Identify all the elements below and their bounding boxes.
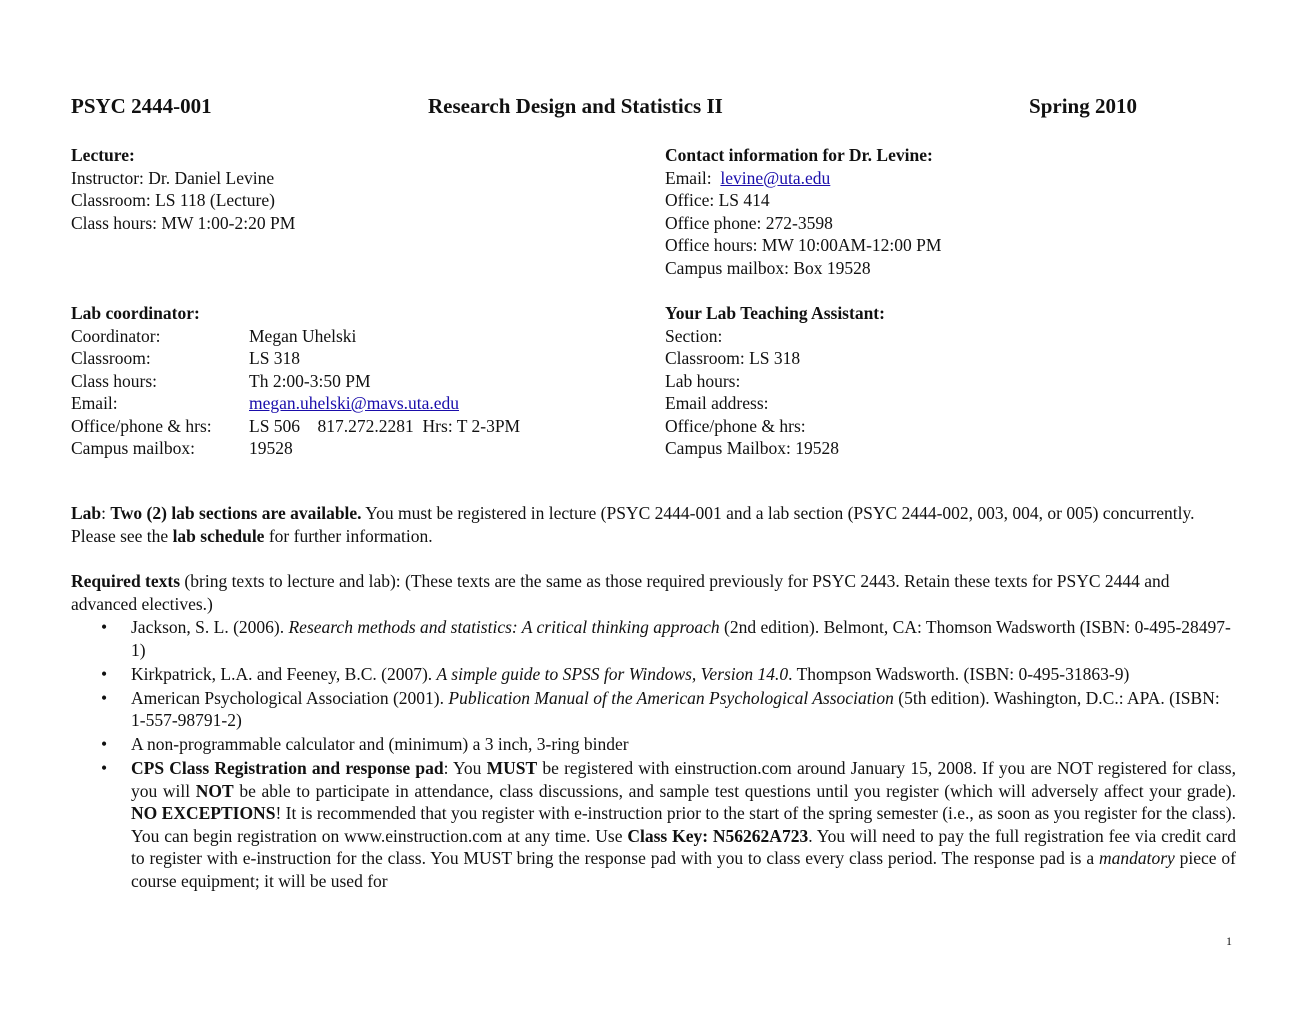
- bullet-marker: •: [101, 734, 108, 754]
- lecture-block: [71, 144, 295, 234]
- coordinator-email-link[interactable]: megan.uhelski@mavs.uta.edu: [249, 393, 460, 413]
- citation-text: American Psychological Association (2001).: [131, 687, 449, 708]
- item-bold: NO EXCEPTIONS: [131, 803, 276, 823]
- lab-ta-mailbox: Campus Mailbox: 19528: [665, 438, 840, 458]
- lecture-hours: Class hours: MW 1:00-2:20 PM: [71, 212, 296, 233]
- required-texts-list: [71, 616, 1236, 894]
- lab-text: You must be registered in lecture (PSYC 2444-001 and a lab section (PSYC 2444-002, 003, 004, or 005) concurrently. Please see the: [71, 503, 1195, 546]
- contact-phone: Office phone: 272-3598: [665, 212, 833, 233]
- bullet-marker: •: [101, 617, 108, 637]
- citation-text: Jackson, S. L. (2006).: [131, 617, 289, 637]
- required-texts-paragraph: [71, 570, 1236, 615]
- item-text: ! It is recommended that you register with e-instruction prior to the start of the spring semester (i.e., as soon as you register for the class). You can begin registration on www.einstruction.com at any time. Use: [131, 803, 1236, 846]
- coordinator-row: [71, 325, 520, 348]
- coordinator-row: [71, 347, 520, 370]
- item-text: be registered with einstruction.com around January 15, 2008. If you are NOT registered for class, you will: [131, 758, 1236, 801]
- citation-title: Research methods and statistics: A critical thinking approach: [288, 617, 720, 637]
- contact-block: [665, 144, 941, 279]
- class-key-bold: Class Key: N56262A723: [627, 825, 809, 846]
- row-key: Classroom:: [71, 348, 151, 368]
- page-number: 1: [1226, 934, 1232, 948]
- row-key: Campus mailbox:: [71, 438, 195, 458]
- item-text: piece of course equipment; it will be used for: [131, 848, 1236, 891]
- bullet-marker: •: [101, 758, 108, 778]
- required-texts-label: Required texts: [71, 571, 181, 591]
- row-key: Email:: [71, 393, 118, 413]
- citation-text: . Thompson Wadsworth. (ISBN: 0-495-31863-9): [788, 663, 1130, 684]
- lab-sections-bold: Two (2) lab sections are available.: [110, 503, 362, 523]
- lab-ta-hours: Lab hours:: [665, 370, 741, 391]
- course-title: Research Design and Statistics II: [428, 94, 723, 118]
- item-text: : You: [443, 758, 487, 778]
- row-value: LS 506 817.272.2281 Hrs: T 2-3PM: [249, 415, 521, 436]
- contact-heading: Contact information for Dr. Levine:: [665, 145, 933, 165]
- list-item: [71, 757, 1236, 892]
- contact-email-label: Email:: [665, 167, 712, 188]
- coordinator-row: [71, 370, 520, 393]
- row-key: Class hours:: [71, 370, 158, 391]
- coordinator-row: [71, 437, 520, 460]
- required-texts-text: (bring texts to lecture and lab): (These texts are the same as those required previously for PSYC 2443. Retain these texts for PSYC 2444 and advanced electives.): [71, 571, 1170, 614]
- lab-colon: :: [101, 503, 111, 523]
- list-item: [71, 687, 1236, 732]
- coordinator-row: [71, 392, 520, 415]
- list-item: [71, 616, 1236, 661]
- contact-email-link[interactable]: levine@uta.edu: [720, 167, 831, 188]
- contact-hours: Office hours: MW 10:00AM-12:00 PM: [665, 235, 942, 255]
- lab-paragraph: [71, 502, 1236, 547]
- lecture-classroom: Classroom: LS 118 (Lecture): [71, 190, 275, 210]
- lab-ta-office: Office/phone & hrs:: [665, 415, 806, 436]
- lab-schedule-bold: lab schedule: [172, 525, 265, 546]
- row-key: Coordinator:: [71, 325, 161, 346]
- coordinator-row: [71, 415, 520, 438]
- list-item: [71, 733, 1236, 756]
- list-item: [71, 663, 1236, 686]
- contact-mailbox: Campus mailbox: Box 19528: [665, 257, 871, 278]
- row-key: Office/phone & hrs:: [71, 415, 212, 436]
- item-bold: CPS Class Registration and response pad: [131, 758, 444, 778]
- contact-email-line: [665, 167, 941, 190]
- course-term: Spring 2010: [1029, 94, 1137, 118]
- item-text: . You will need to pay the full registration fee via credit card to register with e-instruction for the class. You MUST bring the response pad with you to class every class period. The response pad is a: [131, 825, 1236, 868]
- item-bold: NOT: [195, 780, 234, 801]
- course-code: PSYC 2444-001: [71, 94, 212, 118]
- lab-coordinator-heading: Lab coordinator:: [71, 303, 200, 323]
- row-value: 19528: [249, 438, 293, 458]
- citation-text: (5th edition). Washington, D.C.: APA. (ISBN: 1-557-98791-2): [131, 687, 1220, 730]
- item-text: A non-programmable calculator and (minimum) a 3 inch, 3-ring binder: [131, 734, 629, 754]
- item-italic: mandatory: [1098, 848, 1175, 868]
- lab-ta-email: Email address:: [665, 393, 769, 413]
- title-row: [71, 94, 1137, 124]
- lab-ta-section: Section:: [665, 325, 723, 346]
- lab-ta-classroom: Classroom: LS 318: [665, 348, 801, 368]
- citation-title: Publication Manual of the American Psychological Association: [448, 687, 894, 708]
- citation-title: A simple guide to SPSS for Windows, Version 14.0: [436, 663, 789, 684]
- lab-ta-heading: Your Lab Teaching Assistant:: [665, 303, 885, 323]
- lab-text-end: for further information.: [264, 525, 433, 546]
- row-value: Megan Uhelski: [249, 325, 357, 346]
- row-value: LS 318: [249, 348, 301, 368]
- lecture-heading: Lecture:: [71, 145, 135, 165]
- item-text: be able to participate in attendance, class discussions, and sample test questions until you register (which will adversely affect your grade).: [233, 780, 1236, 801]
- contact-office: Office: LS 414: [665, 190, 770, 210]
- lab-coordinator-block: [71, 302, 520, 460]
- lab-ta-block: [665, 302, 885, 460]
- citation-text: (2nd edition). Belmont, CA: Thomson Wadsworth (ISBN: 0-495-28497-1): [131, 617, 1231, 660]
- bullet-marker: •: [101, 663, 108, 684]
- item-bold: MUST: [486, 758, 538, 778]
- lecture-instructor: Instructor: Dr. Daniel Levine: [71, 167, 275, 188]
- row-value: Th 2:00-3:50 PM: [249, 370, 371, 391]
- citation-text: Kirkpatrick, L.A. and Feeney, B.C. (2007).: [131, 663, 437, 684]
- lab-label: Lab: [71, 503, 102, 523]
- bullet-marker: •: [101, 687, 108, 708]
